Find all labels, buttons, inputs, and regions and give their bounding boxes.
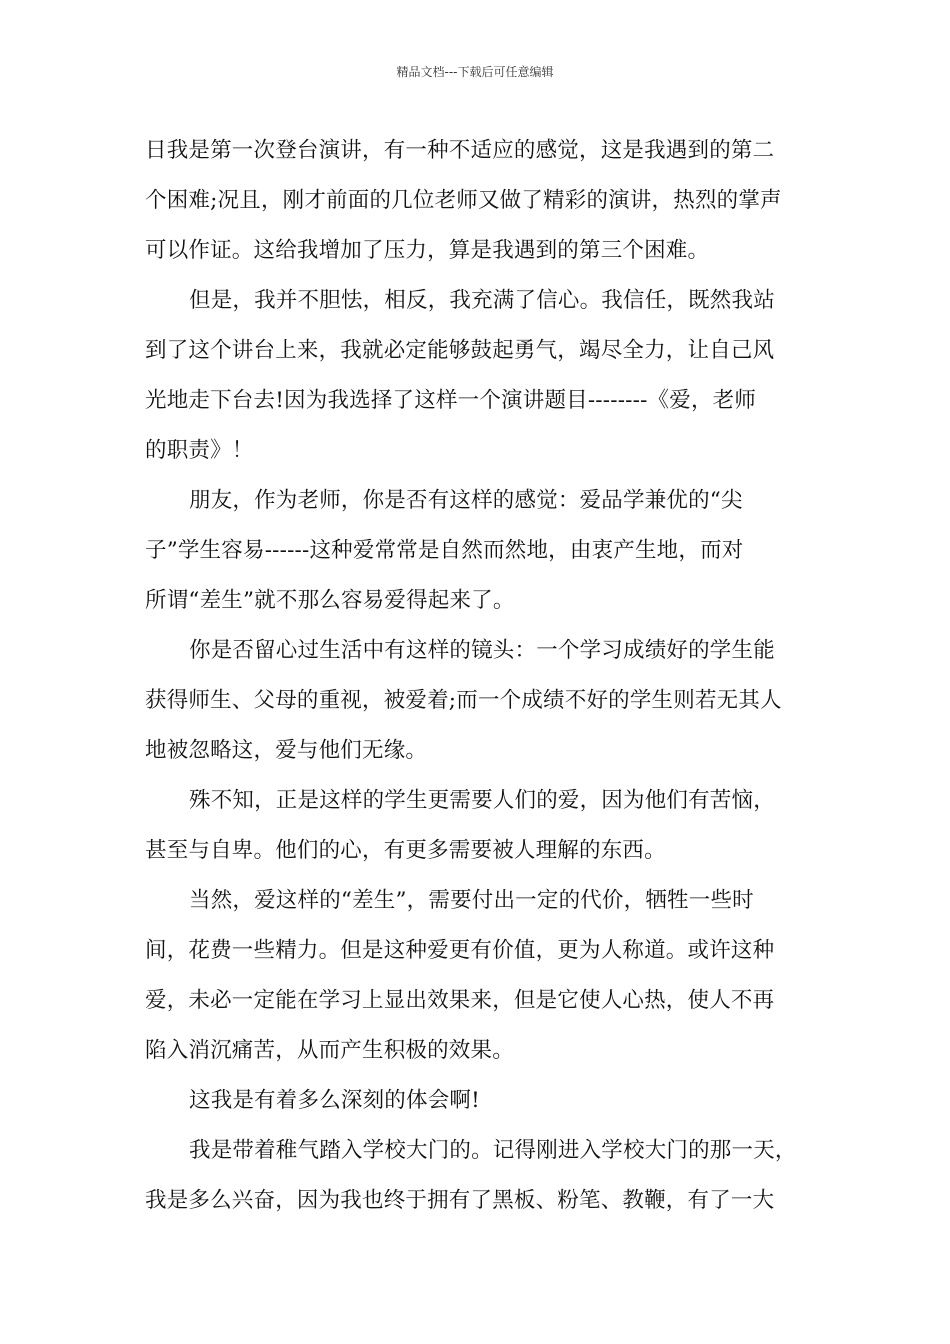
paragraph <box>145 476 825 626</box>
paragraph <box>145 776 825 876</box>
text-line: 我是带着稚气踏入学校大门的。记得刚进入学校大门的那一天， <box>189 1138 797 1163</box>
page-header: 精品文档---下载后可任意编辑 <box>396 65 554 79</box>
paragraph <box>145 126 825 276</box>
text-line: 我是多么兴奋，因为我也终于拥有了黑板、粉笔、教鞭，有了一大 <box>145 1188 775 1213</box>
text-line: 子”学生容易------这种爱常常是自然而然地，由衷产生地，而对 <box>145 538 744 563</box>
text-line: 但是，我并不胆怯，相反，我充满了信心。我信任，既然我站 <box>189 288 775 313</box>
text-line: 殊不知，正是这样的学生更需要人们的爱，因为他们有苦恼， <box>189 788 775 813</box>
text-line: 朋友，作为老师，你是否有这样的感觉：爱品学兼优的“尖 <box>189 488 743 513</box>
text-line: 间，花费一些精力。但是这种爱更有价值，更为人称道。或许这种 <box>145 938 775 963</box>
document-body <box>145 126 825 1226</box>
text-line: 到了这个讲台上来，我就必定能够鼓起勇气，竭尽全力，让自己风 <box>145 338 775 363</box>
text-line: 个困难;况且，刚才前面的几位老师又做了精彩的演讲，热烈的掌声 <box>145 188 782 213</box>
text-line: 你是否留心过生活中有这样的镜头：一个学习成绩好的学生能 <box>189 638 775 663</box>
paragraph <box>145 626 825 776</box>
text-line: 光地走下台去!因为我选择了这样一个演讲题目--------《爱，老师 <box>145 388 757 413</box>
paragraph <box>145 1076 825 1126</box>
text-line: 爱，未必一定能在学习上显出效果来，但是它使人心热，使人不再 <box>145 988 775 1013</box>
paragraph <box>145 1126 825 1226</box>
text-line: 当然，爱这样的“差生”，需要付出一定的代价，牺牲一些时 <box>189 888 754 913</box>
text-line: 甚至与自卑。他们的心，有更多需要被人理解的东西。 <box>145 838 666 863</box>
text-line: 可以作证。这给我增加了压力，算是我遇到的第三个困难。 <box>145 238 710 263</box>
text-line: 这我是有着多么深刻的体会啊! <box>189 1088 480 1113</box>
text-line: 地被忽略这，爱与他们无缘。 <box>145 738 428 763</box>
text-line: 获得师生、父母的重视，被爱着;而一个成绩不好的学生则若无其人 <box>145 688 782 713</box>
text-line: 陷入消沉痛苦，从而产生积极的效果。 <box>145 1038 514 1063</box>
paragraph <box>145 876 825 1076</box>
paragraph <box>145 276 825 476</box>
text-line: 所谓“差生”就不那么容易爱得起来了。 <box>145 588 515 613</box>
text-line: 日我是第一次登台演讲，有一种不适应的感觉，这是我遇到的第二 <box>145 138 775 163</box>
text-line: 的职责》！ <box>145 438 254 463</box>
